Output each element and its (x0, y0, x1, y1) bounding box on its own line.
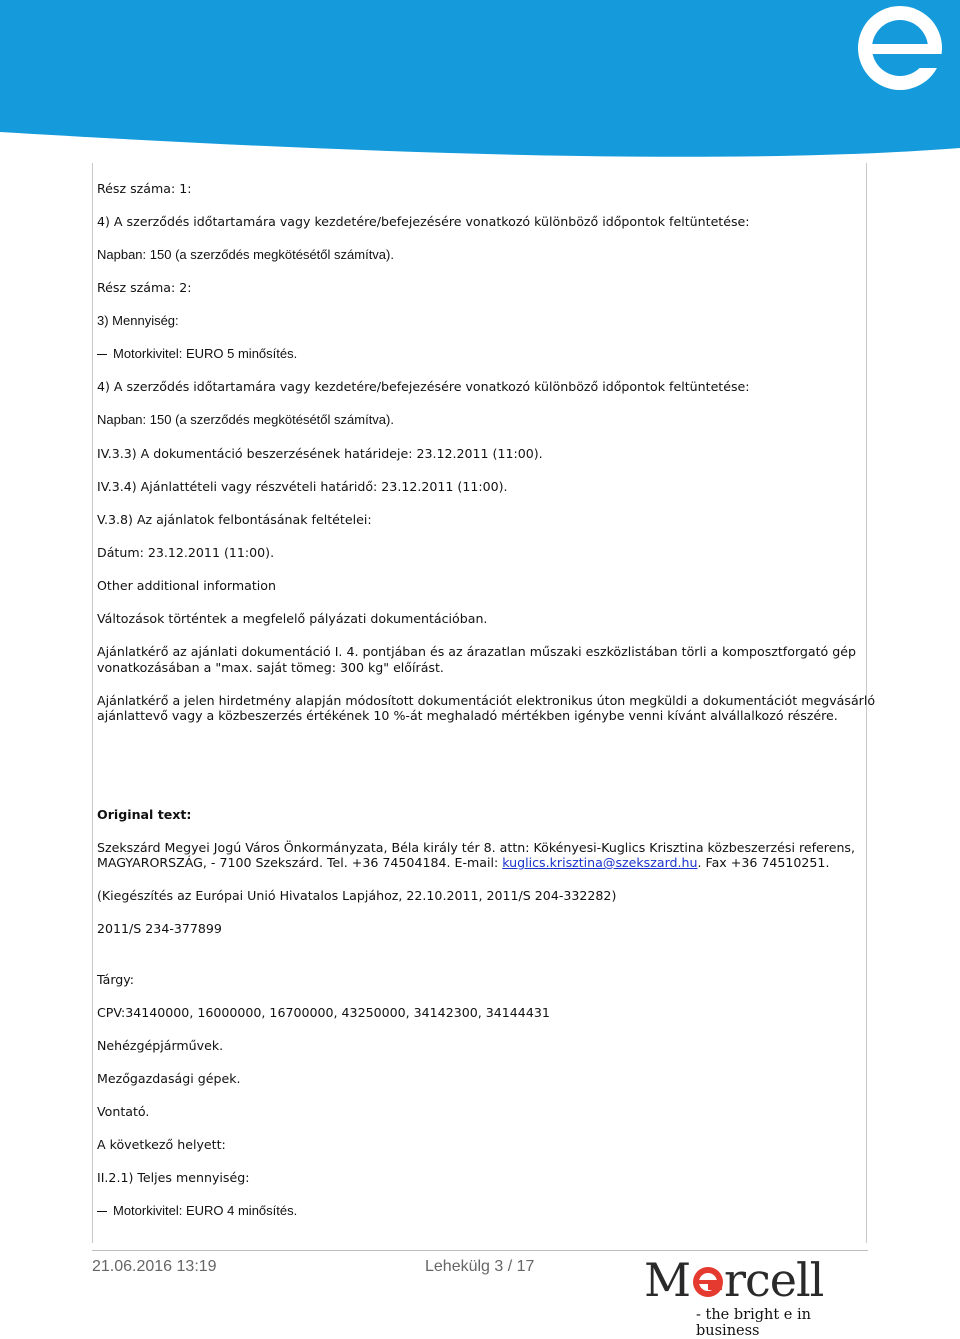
opening-conditions: V.3.8) Az ajánlatok felbontásának feltételei: (97, 512, 372, 527)
opening-date: Dátum: 23.12.2011 (11:00). (97, 545, 275, 560)
cpv-agricultural-machines: Mezőgazdasági gépek. (97, 1071, 241, 1086)
other-info-heading: Other additional information (97, 578, 276, 593)
dash-bullet-icon (97, 354, 107, 355)
engine-line-euro5 (97, 346, 297, 362)
logo-tagline: - the bright e in business (696, 1307, 811, 1339)
marcell-wordmark-icon (644, 1252, 869, 1308)
footer-page-number: Lehekülg 3 / 17 (425, 1258, 535, 1275)
dash-bullet-icon (97, 1211, 107, 1212)
svg-text:rcell: rcell (724, 1253, 824, 1307)
days-line-2: Napban: 150 (a szerződés megkötésétől számítva). (97, 412, 394, 427)
original-text-heading: Original text: (97, 807, 192, 822)
e-logo-icon (858, 6, 942, 90)
tender-deadline: IV.3.4) Ajánlattételi vagy részvételi határidő: 23.12.2011 (11:00). (97, 479, 508, 494)
header-band (0, 0, 960, 160)
fax-text: . Fax +36 74510251. (697, 855, 830, 870)
instead-of-heading: A következő helyett: (97, 1137, 226, 1152)
part-number-1: Rész száma: 1: (97, 181, 192, 196)
header-wave (0, 0, 960, 157)
contracting-authority-line-1: Szekszárd Megyei Jogú Város Önkormányzata, Béla király tér 8. attn: Kökényesi-Kuglics Krisztina közbeszerzési referens, (97, 840, 855, 855)
engine-line-euro4 (97, 1203, 297, 1219)
quantity-heading: 3) Mennyiség: (97, 313, 179, 328)
subject-heading: Tárgy: (97, 972, 135, 987)
supplement-reference: (Kiegészítés az Európai Unió Hivatalos Lapjához, 22.10.2011, 2011/S 204-332282) (97, 888, 617, 903)
change-para-2-line-1: Ajánlatkérő a jelen hirdetmény alapján módosított dokumentációt elektronikus úton megküldi a dokumentációt megvásárló (97, 693, 876, 708)
engine-text-euro5: Motorkivitel: EURO 5 minősítés. (113, 346, 298, 361)
cpv-codes: CPV:34140000, 16000000, 16700000, 43250000, 34142300, 34144431 (97, 1005, 550, 1020)
cpv-tractor: Vontató. (97, 1104, 150, 1119)
change-para-1-line-2: vonatkozásában a "max. saját tömeg: 300 kg" előírást. (97, 660, 444, 675)
svg-text:M: M (644, 1253, 692, 1307)
days-line-1: Napban: 150 (a szerződés megkötésétől számítva). (97, 247, 394, 262)
duration-heading-1: 4) A szerződés időtartamára vagy kezdetére/befejezésére vonatkozó különböző időpontok feltüntetése: (97, 214, 750, 229)
duration-heading-2: 4) A szerződés időtartamára vagy kezdetére/befejezésére vonatkozó különböző időpontok feltüntetése: (97, 379, 750, 394)
total-quantity-heading: II.2.1) Teljes mennyiség: (97, 1170, 250, 1185)
footer-timestamp: 21.06.2016 13:19 (92, 1258, 217, 1275)
email-link[interactable]: kuglics.krisztina@szekszard.hu (502, 855, 698, 870)
part-number-2: Rész száma: 2: (97, 280, 192, 295)
changes-line: Változások történtek a megfelelő pályázati dokumentációban. (97, 611, 488, 626)
marcell-logo (644, 1252, 869, 1339)
contracting-authority-line-2 (97, 855, 829, 871)
doc-deadline: IV.3.3) A dokumentáció beszerzésének határideje: 23.12.2011 (11:00). (97, 446, 543, 461)
notice-number: 2011/S 234-377899 (97, 921, 222, 936)
cpv-heavy-vehicles: Nehézgépjárművek. (97, 1038, 224, 1053)
change-para-2-line-2: ajánlattevő vagy a közbeszerzés értékének 10 %-át meghaladó mértékben igénybe venni kívánt alvállalkozó részére. (97, 708, 838, 723)
footer-rule (92, 1250, 868, 1251)
address-text: MAGYARORSZÁG, - 7100 Szekszárd. Tel. +36 74504184. E-mail: (97, 855, 503, 870)
frame-left-rule (92, 163, 93, 1243)
change-para-1-line-1: Ajánlatkérő az ajánlati dokumentáció I. 4. pontjában és az árazatlan műszaki eszközlistában törli a komposztforgató gép (97, 644, 856, 659)
engine-text-euro4: Motorkivitel: EURO 4 minősítés. (113, 1203, 298, 1218)
